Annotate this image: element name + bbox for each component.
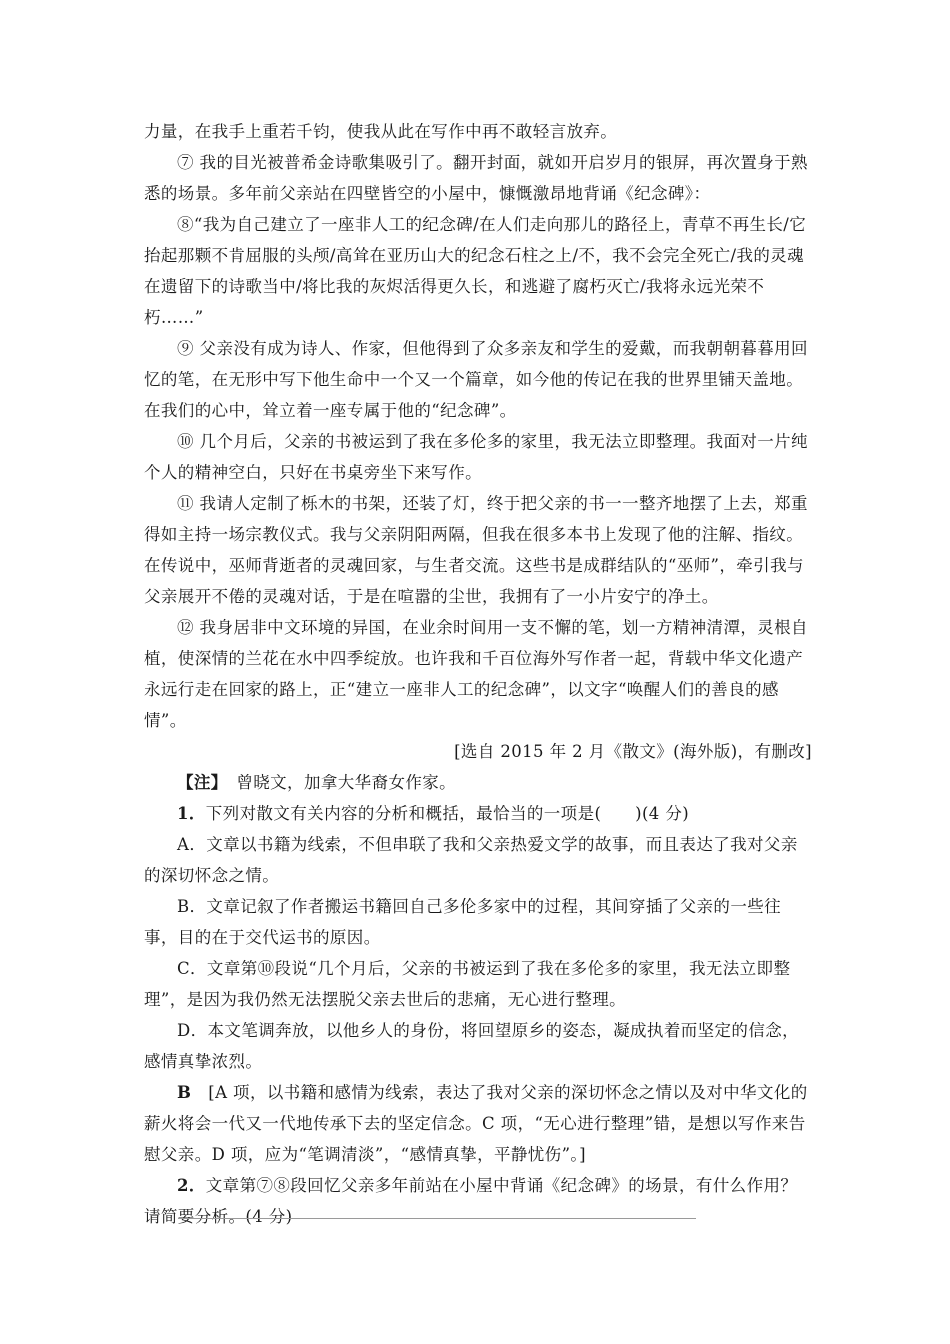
paragraph-9: ⑨ 父亲没有成为诗人、作家，但他得到了众多亲友和学生的爱戴，而我朝朝暮暮用回忆的笔，在无形中写下他生命中一个又一个篇章，如今他的传记在我的世界里铺天盖地。在我们的心中，耸立着一座专属于他的“纪念碑”。 bbox=[144, 339, 808, 420]
note-spacer bbox=[219, 773, 236, 792]
question-1-option-d: D．本文笔调奔放，以他乡人的身份，将回望原乡的姿态，凝成执着而坚定的信念，感情真挚浓烈。 bbox=[144, 1021, 800, 1071]
answer-explanation: [A 项，以书籍和感情为线索，表达了我对父亲的深切怀念之情以及对中华文化的薪火将会一代又一代地传承下去的坚定信念。C 项，“无心进行整理”错，是想以写作来告慰父亲。D 项，应为“笔调清淡”，“感情真挚，平静忧伤”。] bbox=[144, 1083, 808, 1164]
note-label: 【注】 bbox=[177, 773, 220, 792]
question-1-answer bbox=[144, 1077, 812, 1170]
paragraph-10: ⑩ 几个月后，父亲的书被运到了我在多伦多的家里，我无法立即整理。我面对一片纯个人的精神空白，只好在书桌旁坐下来写作。 bbox=[144, 432, 808, 482]
paragraph-continuation: 力量，在我手上重若千钧，使我从此在写作中再不敢轻言放弃。 bbox=[144, 122, 618, 141]
note-text: 曾晓文，加拿大华裔女作家。 bbox=[236, 773, 457, 792]
footer-divider bbox=[178, 1218, 696, 1219]
paragraph-11: ⑪ 我请人定制了栎木的书架，还装了灯，终于把父亲的书一一整齐地摆了上去，郑重得如主持一场宗教仪式。我与父亲阴阳两隔，但我在很多本书上发现了他的注解、指纹。在传说中，巫师背逝者的灵魂回家，与生者交流。这些书是成群结队的“巫师”，牵引我与父亲展开不倦的灵魂对话，于是在喧嚣的尘世，我拥有了一小片安宁的净土。 bbox=[144, 494, 808, 606]
question-1-stem bbox=[144, 798, 812, 829]
source-citation: [选自 2015 年 2 月《散文》(海外版)，有删改] bbox=[454, 742, 812, 761]
paragraph-12: ⑫ 我身居非中文环境的异国，在业余时间用一支不懈的笔，划一方精神清潭，灵根自植，使深情的兰花在水中四季绽放。也许我和千百位海外写作者一起，背载中华文化遗产永远行走在回家的路上，正“建立一座非人工的纪念碑”，以文字“唤醒人们的善良的感情”。 bbox=[144, 618, 808, 730]
document-body bbox=[144, 116, 812, 1232]
question-2-number: 2． bbox=[177, 1176, 206, 1195]
paragraph-8: ⑧“我为自己建立了一座非人工的纪念碑/在人们走向那儿的路径上，青草不再生长/它抬起那颗不肯屈服的头颅/高耸在亚历山大的纪念石柱之上/不，我不会完全死亡/我的灵魂在遗留下的诗歌当中/将比我的灰烬活得更久长，和逃避了腐朽灭亡/我将永远光荣不朽……” bbox=[144, 215, 807, 327]
paragraph-7: ⑦ 我的目光被普希金诗歌集吸引了。翻开封面，就如开启岁月的银屏，再次置身于熟悉的场景。多年前父亲站在四壁皆空的小屋中，慷慨激昂地背诵《纪念碑》： bbox=[144, 153, 808, 203]
question-1-text: 下列对散文有关内容的分析和概括，最恰当的一项是( )(4 分) bbox=[205, 804, 690, 823]
note bbox=[144, 767, 812, 798]
question-1-option-c: C．文章第⑩段说“几个月后，父亲的书被运到了我在多伦多的家里，我无法立即整理”，是因为我仍然无法摆脱父亲去世后的悲痛，无心进行整理。 bbox=[144, 959, 791, 1009]
question-2-stem bbox=[144, 1170, 812, 1232]
answer-letter: B bbox=[177, 1083, 192, 1102]
question-1-option-a: A．文章以书籍为线索，不但串联了我和父亲热爱文学的故事，而且表达了我对父亲的深切怀念之情。 bbox=[144, 835, 798, 885]
question-1-number: 1． bbox=[177, 804, 206, 823]
question-1-option-b: B．文章记叙了作者搬运书籍回自己多伦多家中的过程，其间穿插了父亲的一些往事，目的在于交代运书的原因。 bbox=[144, 897, 782, 947]
question-2-text: 文章第⑦⑧段回忆父亲多年前站在小屋中背诵《纪念碑》的场景，有什么作用？请简要分析。(4 分) bbox=[144, 1176, 798, 1226]
